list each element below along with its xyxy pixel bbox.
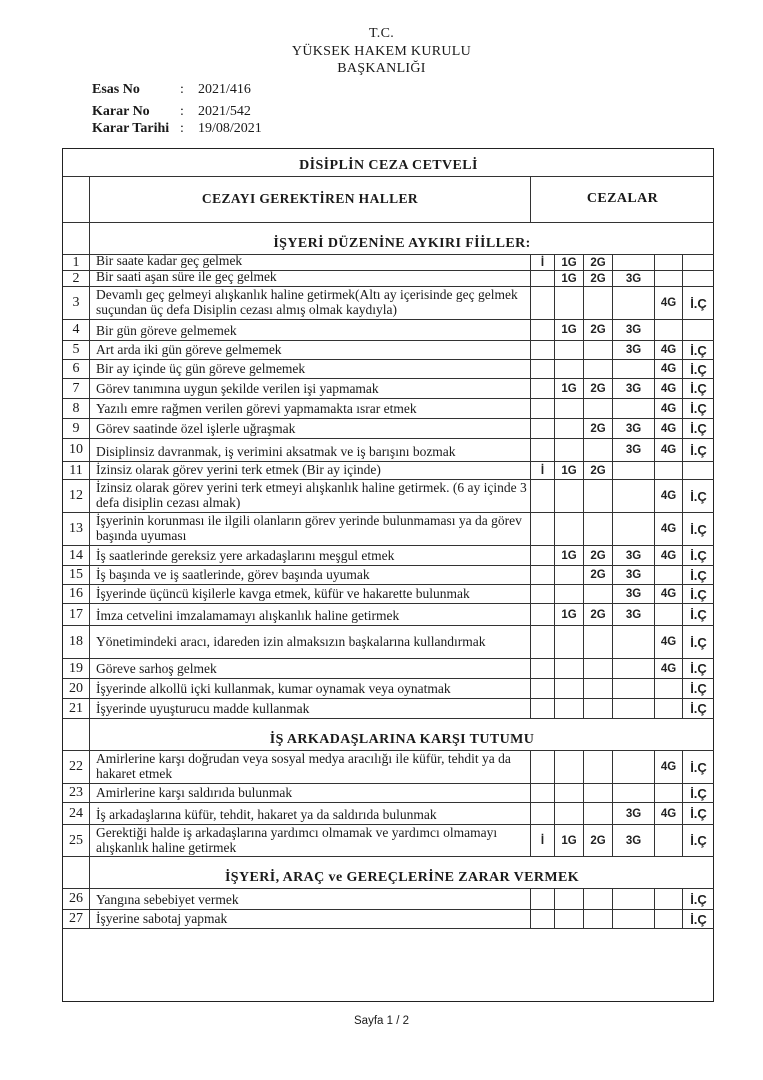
- row-number: 21: [63, 699, 90, 719]
- penalty-cell: [555, 803, 584, 825]
- row-number: 15: [63, 566, 90, 585]
- penalty-cell: [531, 320, 555, 341]
- penalty-cell: [531, 360, 555, 379]
- penalty-cell: 4G: [655, 626, 683, 659]
- column-header-penalties: CEZALAR: [531, 177, 714, 223]
- penalty-cell: İ.Ç: [683, 784, 714, 803]
- penalty-cell: [531, 419, 555, 439]
- row-number: 4: [63, 320, 90, 341]
- penalty-cell: [531, 399, 555, 419]
- penalty-cell: İ.Ç: [683, 659, 714, 679]
- penalty-cell: [555, 659, 584, 679]
- row-description: İmza cetvelini imzalamamayı alışkanlık haline getirmek: [90, 604, 531, 626]
- penalty-cell: İ.Ç: [683, 679, 714, 699]
- penalty-cell: 4G: [655, 439, 683, 462]
- row-number: 5: [63, 341, 90, 360]
- penalty-cell: [531, 546, 555, 566]
- penalty-cell: [613, 699, 655, 719]
- row-description: İzinsiz olarak görev yerini terk etmeyi alışkanlık haline getirmek. (6 ay içinde 3 defa disiplin cezası almak): [90, 480, 531, 513]
- penalty-table: [62, 148, 714, 1002]
- penalty-cell: [531, 439, 555, 462]
- header-num-blank: [63, 177, 90, 223]
- penalty-cell: [555, 360, 584, 379]
- penalty-cell: [531, 271, 555, 287]
- penalty-cell: İ.Ç: [683, 360, 714, 379]
- penalty-cell: [555, 699, 584, 719]
- penalty-cell: [531, 679, 555, 699]
- penalty-cell: [531, 699, 555, 719]
- penalty-cell: 1G: [555, 320, 584, 341]
- penalty-cell: 4G: [655, 379, 683, 399]
- penalty-cell: [683, 320, 714, 341]
- row-number: 12: [63, 480, 90, 513]
- penalty-cell: 2G: [584, 419, 613, 439]
- row-description: İşyerinde üçüncü kişilerle kavga etmek, küfür ve hakarette bulunmak: [90, 585, 531, 604]
- row-description: Bir saate kadar geç gelmek: [90, 255, 531, 271]
- section-heading: İŞ ARKADAŞLARINA KARŞI TUTUMU: [90, 719, 714, 751]
- row-number: 27: [63, 910, 90, 929]
- row-number: 24: [63, 803, 90, 825]
- row-description: Görev tanımına uygun şekilde verilen işi yapmamak: [90, 379, 531, 399]
- section-num-blank: [63, 719, 90, 751]
- penalty-cell: [584, 399, 613, 419]
- row-description: Yönetimindeki aracı, idareden izin almaksızın başkalarına kullandırmak: [90, 626, 531, 659]
- penalty-cell: 2G: [584, 825, 613, 857]
- penalty-cell: [613, 659, 655, 679]
- row-description: İşyerinde alkollü içki kullanmak, kumar oynamak veya oynatmak: [90, 679, 531, 699]
- penalty-cell: 2G: [584, 379, 613, 399]
- penalty-cell: [655, 604, 683, 626]
- penalty-cell: [584, 480, 613, 513]
- section-num-blank: [63, 857, 90, 889]
- penalty-cell: [613, 255, 655, 271]
- penalty-cell: İ.Ç: [683, 751, 714, 784]
- penalty-cell: [584, 439, 613, 462]
- row-description: İş başında ve iş saatlerinde, görev başında uyumak: [90, 566, 531, 585]
- penalty-cell: [613, 513, 655, 546]
- penalty-cell: İ.Ç: [683, 419, 714, 439]
- penalty-cell: 1G: [555, 825, 584, 857]
- row-description: Görev saatinde özel işlerle uğraşmak: [90, 419, 531, 439]
- header-tc: T.C.: [368, 26, 395, 41]
- penalty-cell: [613, 399, 655, 419]
- penalty-cell: [531, 626, 555, 659]
- penalty-cell: [531, 910, 555, 929]
- penalty-cell: 3G: [613, 271, 655, 287]
- penalty-cell: [613, 679, 655, 699]
- row-number: 19: [63, 659, 90, 679]
- penalty-cell: 3G: [613, 604, 655, 626]
- penalty-cell: İ.Ç: [683, 910, 714, 929]
- penalty-cell: İ.Ç: [683, 287, 714, 320]
- penalty-cell: İ.Ç: [683, 825, 714, 857]
- penalty-cell: İ.Ç: [683, 604, 714, 626]
- row-description: Bir ay içinde üç gün göreve gelmemek: [90, 360, 531, 379]
- penalty-cell: 2G: [584, 255, 613, 271]
- penalty-cell: 4G: [655, 399, 683, 419]
- penalty-cell: [613, 287, 655, 320]
- penalty-cell: [555, 341, 584, 360]
- penalty-cell: 1G: [555, 604, 584, 626]
- row-description: Yangına sebebiyet vermek: [90, 889, 531, 910]
- section-heading: İŞYERİ DÜZENİNE AYKIRI FİİLLER:: [90, 223, 714, 255]
- penalty-cell: [531, 784, 555, 803]
- row-description: Devamlı geç gelmeyi alışkanlık haline getirmek(Altı ay içerisinde geç gelmek suçundan üç defa Disiplin cezası almış olmak kaydıyla): [90, 287, 531, 320]
- penalty-cell: İ.Ç: [683, 480, 714, 513]
- row-number: 25: [63, 825, 90, 857]
- penalty-cell: [655, 679, 683, 699]
- penalty-cell: [555, 419, 584, 439]
- penalty-cell: İ.Ç: [683, 379, 714, 399]
- penalty-cell: 3G: [613, 585, 655, 604]
- row-number: 11: [63, 462, 90, 480]
- penalty-cell: [531, 751, 555, 784]
- penalty-cell: 2G: [584, 271, 613, 287]
- penalty-cell: İ: [531, 255, 555, 271]
- penalty-cell: İ.Ç: [683, 626, 714, 659]
- penalty-cell: 3G: [613, 419, 655, 439]
- meta-karar-no: Karar No : 2021/542: [92, 104, 251, 119]
- penalty-cell: [531, 803, 555, 825]
- penalty-cell: [531, 604, 555, 626]
- row-description: Gerektiği halde iş arkadaşlarına yardımcı olmamak ve yardımcı olmamayı alışkanlık haline getirmek: [90, 825, 531, 857]
- penalty-cell: [555, 626, 584, 659]
- penalty-cell: [531, 659, 555, 679]
- penalty-cell: [683, 271, 714, 287]
- penalty-cell: 4G: [655, 751, 683, 784]
- penalty-cell: 1G: [555, 255, 584, 271]
- penalty-cell: 4G: [655, 480, 683, 513]
- penalty-cell: [655, 255, 683, 271]
- penalty-cell: [613, 889, 655, 910]
- penalty-cell: [613, 784, 655, 803]
- penalty-cell: 2G: [584, 566, 613, 585]
- penalty-cell: [584, 585, 613, 604]
- penalty-cell: [555, 679, 584, 699]
- row-number: 16: [63, 585, 90, 604]
- header-institution: YÜKSEK HAKEM KURULU: [291, 44, 472, 59]
- row-number: 7: [63, 379, 90, 399]
- row-number: 6: [63, 360, 90, 379]
- penalty-cell: İ: [531, 462, 555, 480]
- row-number: 2: [63, 271, 90, 287]
- penalty-cell: [531, 480, 555, 513]
- penalty-cell: [613, 751, 655, 784]
- penalty-cell: [584, 699, 613, 719]
- penalty-cell: [655, 566, 683, 585]
- row-description: Bir saati aşan süre ile geç gelmek: [90, 271, 531, 287]
- row-description: Göreve sarhoş gelmek: [90, 659, 531, 679]
- row-description: Yazılı emre rağmen verilen görevi yapmamakta ısrar etmek: [90, 399, 531, 419]
- penalty-cell: [531, 287, 555, 320]
- penalty-cell: [655, 462, 683, 480]
- penalty-cell: 1G: [555, 546, 584, 566]
- penalty-cell: 3G: [613, 566, 655, 585]
- penalty-cell: 3G: [613, 825, 655, 857]
- column-header-cases: CEZAYI GEREKTİREN HALLER: [90, 177, 531, 223]
- row-description: İşyerinin korunması ile ilgili olanların görev yerinde bulunmaması ya da görev başında uyuması: [90, 513, 531, 546]
- meta-karar-tarihi: Karar Tarihi : 19/08/2021: [92, 121, 262, 136]
- penalty-cell: İ: [531, 825, 555, 857]
- penalty-cell: [584, 889, 613, 910]
- penalty-cell: 1G: [555, 462, 584, 480]
- row-number: 9: [63, 419, 90, 439]
- row-number: 13: [63, 513, 90, 546]
- penalty-cell: [613, 910, 655, 929]
- penalty-cell: [613, 360, 655, 379]
- penalty-cell: [683, 462, 714, 480]
- penalty-cell: 4G: [655, 659, 683, 679]
- penalty-cell: [531, 379, 555, 399]
- row-description: Disiplinsiz davranmak, iş verimini aksatmak ve iş barışını bozmak: [90, 439, 531, 462]
- penalty-cell: [613, 480, 655, 513]
- penalty-cell: 4G: [655, 513, 683, 546]
- row-number: 26: [63, 889, 90, 910]
- penalty-cell: [613, 462, 655, 480]
- row-description: Art arda iki gün göreve gelmemek: [90, 341, 531, 360]
- penalty-cell: [655, 784, 683, 803]
- penalty-cell: 3G: [613, 320, 655, 341]
- row-number: 1: [63, 255, 90, 271]
- section-num-blank: [63, 223, 90, 255]
- penalty-cell: [531, 889, 555, 910]
- penalty-cell: İ.Ç: [683, 803, 714, 825]
- penalty-cell: 4G: [655, 546, 683, 566]
- penalty-cell: [555, 889, 584, 910]
- page-number: Sayfa 1 / 2: [354, 1015, 409, 1027]
- penalty-cell: [555, 751, 584, 784]
- penalty-cell: [655, 825, 683, 857]
- penalty-cell: [584, 626, 613, 659]
- penalty-cell: İ.Ç: [683, 399, 714, 419]
- row-description: İşyerine sabotaj yapmak: [90, 910, 531, 929]
- penalty-cell: [655, 889, 683, 910]
- row-number: 18: [63, 626, 90, 659]
- penalty-cell: [584, 341, 613, 360]
- row-description: İş saatlerinde gereksiz yere arkadaşlarını meşgul etmek: [90, 546, 531, 566]
- penalty-cell: 1G: [555, 379, 584, 399]
- penalty-cell: İ.Ç: [683, 585, 714, 604]
- table-title: DİSİPLİN CEZA CETVELİ: [63, 149, 714, 177]
- row-number: 23: [63, 784, 90, 803]
- penalty-cell: [655, 271, 683, 287]
- penalty-cell: İ.Ç: [683, 341, 714, 360]
- penalty-cell: 4G: [655, 803, 683, 825]
- penalty-cell: [584, 803, 613, 825]
- row-number: 20: [63, 679, 90, 699]
- penalty-cell: 2G: [584, 604, 613, 626]
- penalty-cell: [584, 679, 613, 699]
- penalty-cell: 3G: [613, 379, 655, 399]
- meta-esas-no: Esas No : 2021/416: [92, 82, 251, 97]
- penalty-cell: [555, 399, 584, 419]
- penalty-cell: [584, 513, 613, 546]
- penalty-cell: [613, 626, 655, 659]
- penalty-cell: [555, 585, 584, 604]
- penalty-cell: 4G: [655, 585, 683, 604]
- penalty-cell: [555, 513, 584, 546]
- row-number: 3: [63, 287, 90, 320]
- penalty-cell: [531, 566, 555, 585]
- penalty-cell: [555, 784, 584, 803]
- penalty-cell: [555, 439, 584, 462]
- penalty-cell: [584, 784, 613, 803]
- penalty-cell: 3G: [613, 341, 655, 360]
- penalty-cell: İ.Ç: [683, 513, 714, 546]
- penalty-cell: [555, 566, 584, 585]
- header-presidency: BAŞKANLIĞI: [337, 61, 426, 76]
- penalty-cell: [531, 585, 555, 604]
- penalty-cell: [555, 480, 584, 513]
- penalty-cell: 3G: [613, 439, 655, 462]
- penalty-cell: [584, 659, 613, 679]
- penalty-cell: 2G: [584, 546, 613, 566]
- penalty-cell: 3G: [613, 546, 655, 566]
- penalty-cell: [531, 513, 555, 546]
- penalty-cell: [655, 699, 683, 719]
- penalty-cell: [683, 255, 714, 271]
- row-description: Amirlerine karşı doğrudan veya sosyal medya aracılığı ile küfür, tehdit ya da hakaret etmek: [90, 751, 531, 784]
- penalty-cell: [655, 910, 683, 929]
- row-number: 22: [63, 751, 90, 784]
- penalty-cell: İ.Ç: [683, 889, 714, 910]
- penalty-cell: İ.Ç: [683, 566, 714, 585]
- row-description: Amirlerine karşı saldırıda bulunmak: [90, 784, 531, 803]
- penalty-cell: İ.Ç: [683, 699, 714, 719]
- row-number: 17: [63, 604, 90, 626]
- section-heading: İŞYERİ, ARAÇ ve GEREÇLERİNE ZARAR VERMEK: [90, 857, 714, 889]
- penalty-cell: 4G: [655, 360, 683, 379]
- row-description: Bir gün göreve gelmemek: [90, 320, 531, 341]
- penalty-cell: 3G: [613, 803, 655, 825]
- row-number: 10: [63, 439, 90, 462]
- row-description: İş arkadaşlarına küfür, tehdit, hakaret ya da saldırıda bulunmak: [90, 803, 531, 825]
- penalty-cell: [555, 910, 584, 929]
- penalty-cell: 4G: [655, 341, 683, 360]
- row-description: İzinsiz olarak görev yerini terk etmek (Bir ay içinde): [90, 462, 531, 480]
- penalty-cell: [584, 751, 613, 784]
- penalty-cell: İ.Ç: [683, 546, 714, 566]
- penalty-cell: İ.Ç: [683, 439, 714, 462]
- penalty-cell: [555, 287, 584, 320]
- row-description: İşyerinde uyuşturucu madde kullanmak: [90, 699, 531, 719]
- penalty-cell: [584, 287, 613, 320]
- penalty-cell: [584, 910, 613, 929]
- row-number: 14: [63, 546, 90, 566]
- penalty-cell: 2G: [584, 462, 613, 480]
- penalty-cell: [655, 320, 683, 341]
- penalty-cell: 1G: [555, 271, 584, 287]
- penalty-cell: 4G: [655, 419, 683, 439]
- penalty-cell: 4G: [655, 287, 683, 320]
- penalty-cell: [531, 341, 555, 360]
- row-number: 8: [63, 399, 90, 419]
- penalty-cell: 2G: [584, 320, 613, 341]
- penalty-cell: [584, 360, 613, 379]
